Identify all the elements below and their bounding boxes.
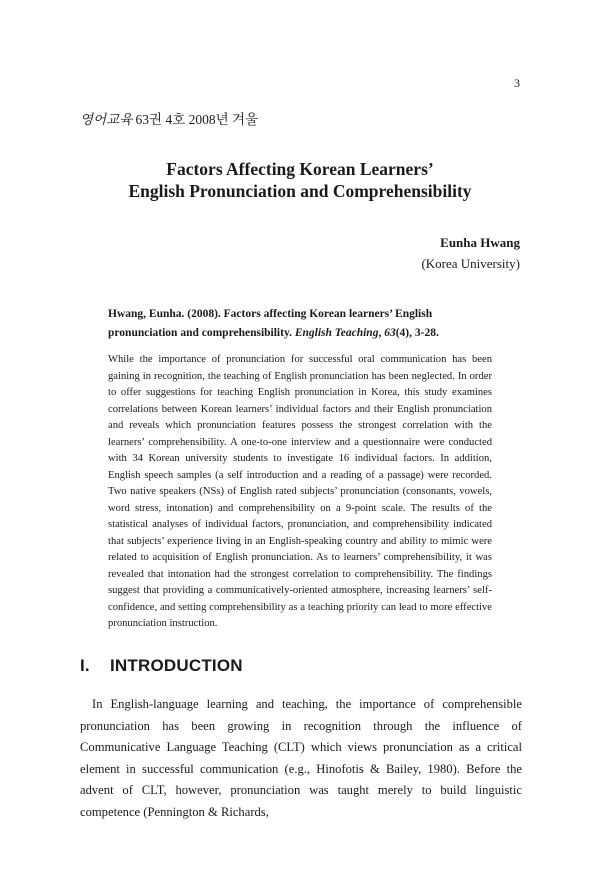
citation-journal: English Teaching bbox=[294, 327, 379, 339]
paper-title-line-1: Factors Affecting Korean Learners’ bbox=[166, 159, 434, 179]
page-number: 3 bbox=[514, 76, 520, 90]
citation-text: Hwang, Eunha. (2008). Factors affecting Korean learners’ English pronunciation and comprehensibility. bbox=[108, 308, 433, 339]
section-title: INTRODUCTION bbox=[110, 656, 243, 675]
body-paragraph bbox=[80, 694, 522, 824]
body-paragraph-text: In English-language learning and teaching, the importance of comprehensible pronunciation has been growing in recognition through the influence of Communicative Language Teaching (CLT) which views pronunciation as a critical element in successful communication (e.g., Hinofotis & Bailey, 1980). Before the advent of CLT, however, pronunciation was taught merely to build linguistic competence (Pennington & Richards, bbox=[80, 697, 522, 819]
citation-volume: 63 bbox=[384, 327, 396, 339]
section-heading bbox=[80, 656, 243, 676]
paper-title bbox=[0, 158, 600, 202]
author-name: Eunha Hwang bbox=[440, 235, 520, 250]
paper-title-line-2: English Pronunciation and Comprehensibility bbox=[128, 181, 472, 201]
citation-issue-pages: (4), 3-28. bbox=[395, 327, 439, 339]
abstract: While the importance of pronunciation for successful oral communication has been gaining in recognition, the teaching of English pronunciation has been neglected. In order to offer suggestions for teaching English pronunciation in Korea, this study examines correlations between Korean learners’ individual factors and their English pronunciation and reveals which pronunciation features possess the strongest correlation with the learners’ comprehensibility. A one-to-one interview and a questionnaire were conducted with 34 Korean university students to investigate 16 individual factors. In addition, English speech samples (a self introduction and a reading of a passage) were recorded. Two native speakers (NSs) of English rated subjects’ pronunciation (consonants, vowels, word stress, intonation) and comprehensibility on a 9-point scale. The results of the statistical analyses of individual factors, pronunciation, and comprehensibility indicated that subjects’ experience living in an English-speaking country and ability to mimic were related to acquisition of English pronunciation. As to learners’ comprehensibility, it was revealed that intonation had the strongest correlation to comprehensibility. The findings suggest that providing a communicatively-oriented atmosphere, increasing learners’ self-confidence, and setting comprehensibility as a teaching priority can lead to more effective pronunciation instruction. bbox=[108, 354, 492, 629]
journal-name: 영어교육 bbox=[80, 112, 133, 127]
journal-header bbox=[80, 108, 258, 128]
section-number: I. bbox=[80, 656, 90, 675]
author-block bbox=[421, 232, 520, 274]
citation: Hwang, Eunha. (2008). Factors affecting Korean learners’ English pronunciation and comprehensibility. English Teaching, 63(4), 3-28. bbox=[108, 308, 439, 339]
author-affiliation: (Korea University) bbox=[421, 256, 520, 271]
journal-issue: 63권 4호 2008년 겨울 bbox=[135, 112, 259, 127]
